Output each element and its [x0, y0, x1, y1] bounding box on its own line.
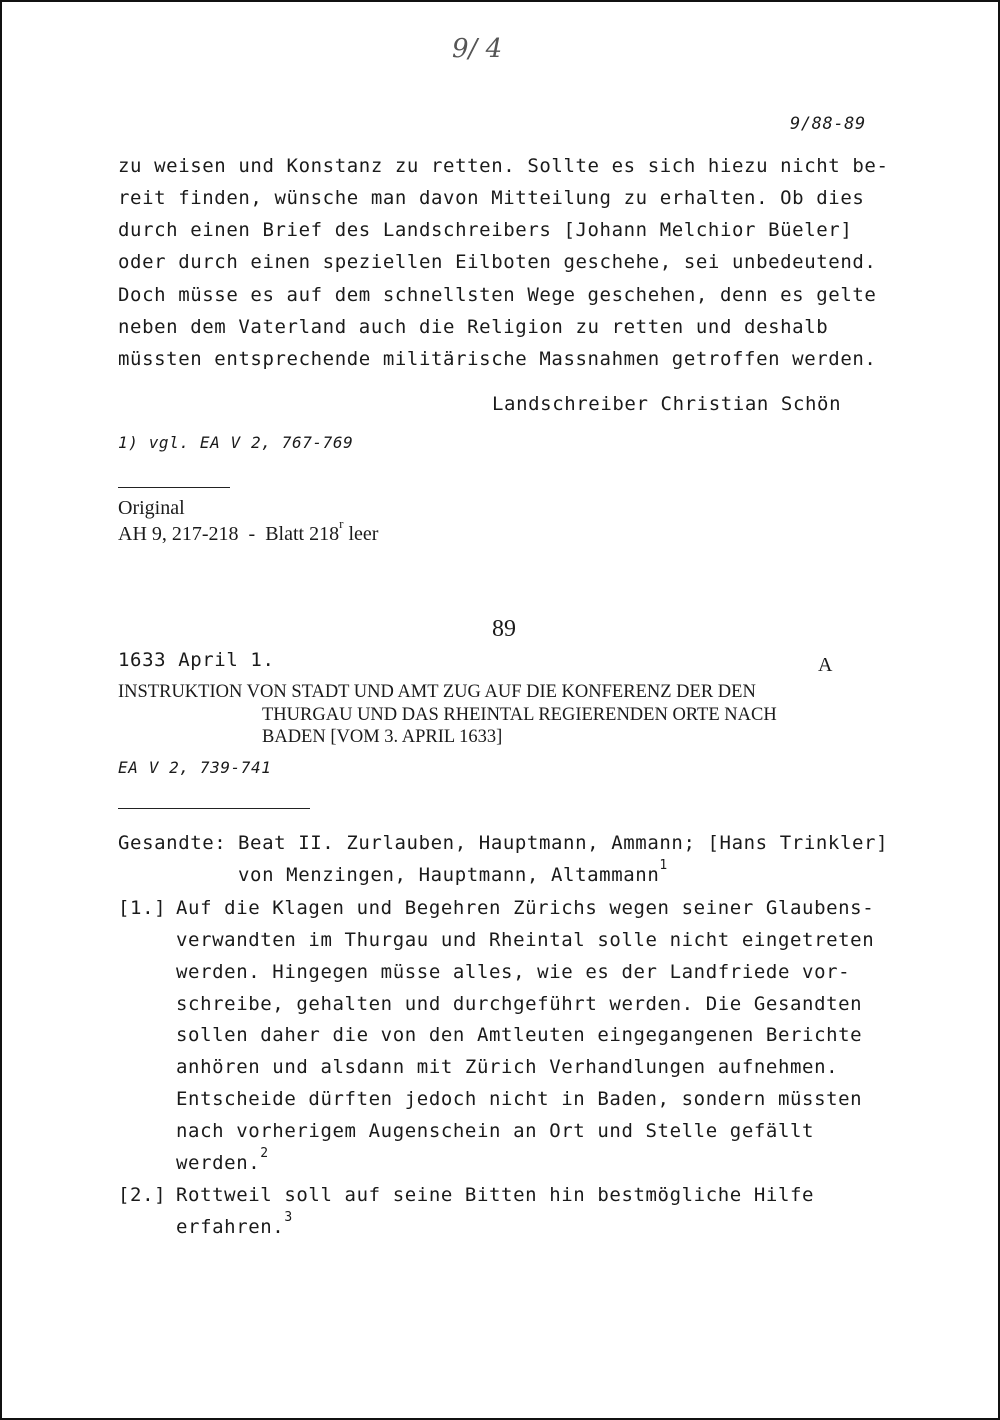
text-line: Auf die Klagen und Begehren Zürichs wegen seiner Glaubens- [176, 897, 875, 919]
footnote: 1) vgl. EA V 2, 767-769 [118, 433, 354, 452]
handwritten-mark: 9/ 4 [452, 34, 503, 64]
text-line: müssten entsprechende militärische Massnahmen getroffen werden. [118, 348, 877, 370]
text-line: zu weisen und Konstanz zu retten. Sollte es sich hiezu nicht be- [118, 155, 889, 177]
envoys-line: von Menzingen, Hauptmann, Altammann$^1$ [238, 858, 668, 886]
document-number: 89 [492, 616, 516, 642]
title-line: INSTRUKTION VON STADT UND AMT ZUG AUF DIE KONFERENZ DER DEN [118, 682, 756, 702]
divider [118, 808, 310, 809]
document-date: 1633 April 1. [118, 649, 275, 671]
document-letter: A [818, 654, 833, 676]
text-line: nach vorherigem Augenschein an Ort und Stelle gefällt [176, 1120, 815, 1142]
envoys-line: Beat II. Zurlauben, Hauptmann, Ammann; [Hans Trinkler] [238, 832, 889, 854]
text-line: neben dem Vaterland auch die Religion zu retten und deshalb [118, 316, 829, 338]
text-line: werden.$^2$ [176, 1146, 269, 1174]
signature: Landschreiber Christian Schön [492, 393, 842, 415]
text-line: verwandten im Thurgau und Rheintal solle nicht eingetreten [176, 929, 875, 951]
text-line: schreibe, gehalten und durchgeführt werden. Die Gesandten [176, 993, 863, 1015]
source-label: Original [118, 497, 185, 519]
envoys-label: Gesandte: [118, 832, 227, 854]
text-line: oder durch einen speziellen Eilboten geschehe, sei unbedeutend. [118, 251, 877, 273]
text-line: reit finden, wünsche man davon Mitteilung zu erhalten. Ob dies [118, 187, 865, 209]
text-line: werden. Hingegen müsse alles, wie es der Landfriede vor- [176, 961, 851, 983]
divider [118, 487, 230, 488]
page-reference: 9/88-89 [790, 114, 866, 134]
text-line: Doch müsse es auf dem schnellsten Wege geschehen, denn es gelte [118, 284, 877, 306]
title-line: THURGAU UND DAS RHEINTAL REGIERENDEN ORTE NACH [262, 705, 777, 725]
title-line: BADEN [VOM 3. APRIL 1633] [262, 727, 503, 747]
text-line: Rottweil soll auf seine Bitten hin bestmögliche Hilfe [176, 1184, 815, 1206]
source-reference: AH 9, 217-218 - Blatt 218$^r$ leer [118, 516, 379, 545]
edition-reference: EA V 2, 739-741 [118, 758, 272, 777]
item-number: [2.] [118, 1184, 167, 1206]
text-line: Entscheide dürften jedoch nicht in Baden, sondern müssten [176, 1088, 863, 1110]
text-line: anhören und alsdann mit Zürich Verhandlungen aufnehmen. [176, 1056, 839, 1078]
text-line: erfahren.$^3$ [176, 1210, 293, 1238]
text-line: sollen daher die von den Amtleuten eingegangenen Berichte [176, 1024, 863, 1046]
text-line: durch einen Brief des Landschreibers [Johann Melchior Büeler] [118, 219, 853, 241]
item-number: [1.] [118, 897, 167, 919]
